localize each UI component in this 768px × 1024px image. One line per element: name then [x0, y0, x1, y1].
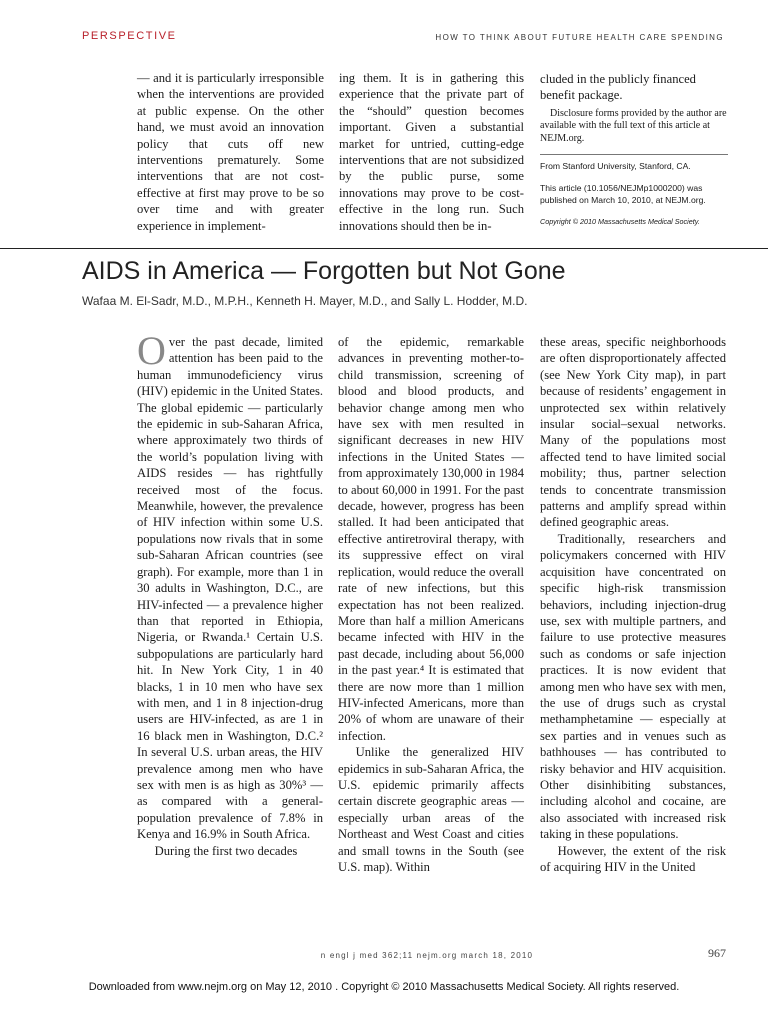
top-column-1-text: — and it is particularly irresponsible when the interventions are provided at public expense. On the other hand, we must avoid an innovation policy that cuts off new interventions prematurely. Some interventions that are not cost-effective at first may prove to be so over time and with greater experience in implement- — [137, 71, 324, 233]
top-column-3 — [540, 71, 728, 226]
article-column-3-paragraph-3: However, the extent of the risk of acquiring HIV in the United — [540, 843, 726, 874]
article-column-2 — [338, 334, 524, 875]
article-authors: Wafaa M. El-Sadr, M.D., M.P.H., Kenneth H. Mayer, M.D., and Sally L. Hodder, M.D. — [82, 294, 528, 308]
article-column-3 — [540, 334, 726, 875]
affiliation-note: From Stanford University, Stanford, CA. — [540, 160, 691, 171]
disclosure-note: Disclosure forms provided by the author are available with the full text of this article at NEJM.org. — [540, 107, 727, 144]
drop-cap: O — [137, 328, 166, 373]
article-column-3-paragraph-2: Traditionally, researchers and policymakers concerned with HIV acquisition have concentrated on specific high-risk transmission behaviors, including injection-drug use, sex with multiple partners, and failure to use protective measures such as condoms or safe injection practices. It is now evident that among men who have sex with men, the use of drugs such as crystal methamphetamine — especially at sex parties and in venues such as bathhouses — has contributed to risky behavior and HIV acquisition. Other disinhibiting substances, including alcohol and cocaine, are also associated with increased risk taking in these populations. — [540, 531, 726, 842]
publication-note: This article (10.1056/NEJMp1000200) was published on March 10, 2010, at NEJM.org. — [540, 183, 706, 206]
top-column-2-text: ing them. It is in gathering this experience that the private part of the “should” question becomes important. Given a substantial market for untried, cutting-edge interventions that are not subsidized by the public purse, some innovations may prove to be cost-effective in the long run. Such innovations should then be in- — [339, 71, 524, 233]
section-label: PERSPECTIVE — [82, 30, 177, 42]
journal-footer: n engl j med 362;11 nejm.org march 18, 2010 — [320, 951, 534, 960]
top-column-1 — [137, 70, 324, 234]
article-column-1-paragraph-1-text: ver the past decade, limited attention has been paid to the human immunodeficiency virus (HIV) epidemic in the United States. The global epidemic — particularly the epidemic in sub-Saharan Africa, where approximately two thirds of the world’s population living with AIDS resides — has rightfully received most of the focus. Meanwhile, however, the prevalence of HIV infection within some U.S. populations now rivals that in some sub-Saharan African countries (see graph). For example, more than 1 in 30 adults in Washington, D.C., are HIV-infected — a prevalence higher than that reported in Ethiopia, Nigeria, or Rwanda.¹ Certain U.S. subpopulations are particularly hard hit. In New York City, 1 in 40 blacks, 1 in 10 men who have sex with men, and 1 in 8 injection-drug users are HIV-infected, as are 1 in 16 black men in Washington, D.C.² In several U.S. urban areas, the HIV prevalence among men who have sex with men is as high as 30%³ — as compared with a general-population prevalence of 7.8% in Kenya and 16.9% in South Africa. — [137, 335, 323, 842]
top-column-2 — [339, 70, 524, 234]
page-number: 967 — [708, 946, 726, 960]
running-head: HOW TO THINK ABOUT FUTURE HEALTH CARE SPENDING — [435, 33, 724, 42]
notes-divider — [540, 154, 728, 155]
copyright-note: Copyright © 2010 Massachusetts Medical Society. — [540, 216, 700, 226]
download-notice: Downloaded from www.nejm.org on May 12, 2010 . Copyright © 2010 Massachusetts Medical Society. All rights reserved. — [88, 981, 680, 993]
article-column-2-paragraph-1: of the epidemic, remarkable advances in preventing mother-to-child transmission, screening of blood and blood products, and behavior change among men who have sex with men resulted in significant decreases in new HIV infections in the United States — from approximately 130,000 in 1984 to about 60,000 in 1991. For the past decade, however, progress has been stalled. It had been anticipated that effective antiretroviral therapy, with its suppressive effect on viral replication, would reduce the overall rate of new infections, but this expectation has not been realized. More than half a million Americans became infected with HIV in the past decade, including about 56,000 in the past year.⁴ It is estimated that there are now more than 1 million HIV-infected Americans, more than 20% of whom are unaware of their infection. — [338, 335, 524, 743]
article-column-3-paragraph-1: these areas, specific neighborhoods are often disproportionately affected (see New York City map), in part because of residents’ engagement in unprotected sex within relatively insular social–sexual networks. Many of the populations most affected tend to have limited social mobility; thus, partner selection tends to concentrate transmission patterns and amplify spread within defined geographic areas. — [540, 335, 726, 530]
article-column-1-paragraph-1 — [137, 328, 323, 843]
article-column-1-paragraph-2: During the first two decades — [154, 843, 298, 858]
article-title: AIDS in America — Forgotten but Not Gone — [82, 257, 566, 285]
section-divider — [0, 248, 768, 249]
article-column-2-paragraph-2: Unlike the generalized HIV epidemics in sub-Saharan Africa, the U.S. epidemic primarily affects certain discrete geographic areas — especially urban areas of the Northeast and West Coast and cities and small towns in the South (see U.S. map). Within — [338, 745, 524, 874]
article-column-1 — [137, 328, 323, 859]
top-column-3-text: cluded in the publicly financed benefit package. — [540, 72, 696, 103]
